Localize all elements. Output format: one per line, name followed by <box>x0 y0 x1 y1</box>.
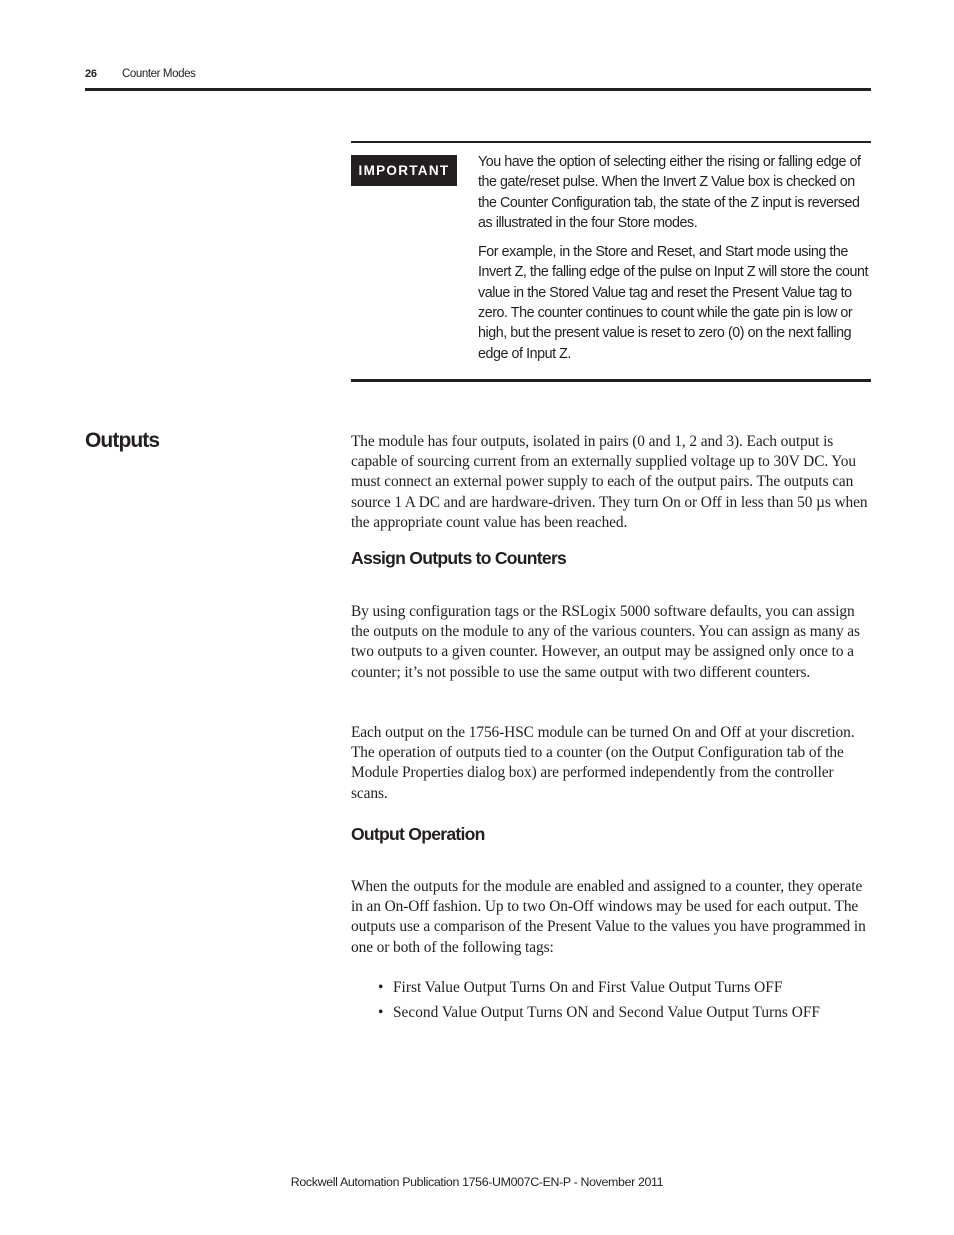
page-number: 26 <box>85 68 97 80</box>
tag-list <box>378 978 878 1028</box>
important-text <box>478 152 873 373</box>
important-paragraph: For example, in the Store and Reset, and Start mode using the Invert Z, the falling edge of the pulse on Input Z will store the count value in the Stored Value tag and reset the Present Value tag to zero. The counter continues to count while the gate pin is low or high, but the present value is reset to zero (0) on the next falling edge of Input Z. <box>478 244 869 362</box>
important-paragraph: You have the option of selecting either the rising or falling edge of the gate/reset pulse. When the Invert Z Value box is checked on the Counter Configuration tab, the state of the Z input is reversed as illustrated in the four Store modes. <box>478 154 861 231</box>
bullet-icon: • <box>378 1004 384 1021</box>
list-item-text: First Value Output Turns On and First Value Output Turns OFF <box>393 979 783 996</box>
assign-paragraph-1: By using configuration tags or the RSLogix 5000 software defaults, you can assign the outputs on the module to any of the various counters. You can assign as many as two outputs to a given counter. However, an output may be assigned only once to a counter; it’s not possible to use the same output with two different counters. <box>351 603 860 681</box>
section-title: Counter Modes <box>122 68 196 80</box>
assign-outputs-heading: Assign Outputs to Counters <box>351 548 567 568</box>
header-rule <box>85 88 871 91</box>
list-item-text: Second Value Output Turns ON and Second Value Output Turns OFF <box>393 1004 820 1021</box>
page-footer: Rockwell Automation Publication 1756-UM007C-EN-P - November 2011 <box>290 1175 664 1189</box>
outputs-intro-paragraph: The module has four outputs, isolated in pairs (0 and 1, 2 and 3). Each output is capable of sourcing current from an externally supplied voltage up to 30V DC. You must connect an external power supply to each of the output pairs. The outputs can source 1 A DC and are hardware-driven. They turn On or Off in less than 50 µs when the appropriate count value has been reached. <box>351 433 868 531</box>
output-operation-heading: Output Operation <box>351 824 485 844</box>
outputs-heading: Outputs <box>85 429 160 452</box>
list-item <box>378 978 878 998</box>
bullet-icon: • <box>378 979 384 996</box>
page-header <box>85 66 871 90</box>
list-item <box>378 1003 878 1023</box>
important-callout <box>351 141 871 382</box>
assign-paragraph-2: Each output on the 1756-HSC module can be turned On and Off at your discretion. The operation of outputs tied to a counter (on the Output Configuration tab of the Module Properties dialog box) are performed independently from the controller scans. <box>351 724 855 802</box>
operation-paragraph: When the outputs for the module are enabled and assigned to a counter, they operate in an On-Off fashion. Up to two On-Off windows may be used for each output. The outputs use a comparison of the Present Value to the values you have programmed in one or both of the following tags: <box>351 878 866 956</box>
important-label: IMPORTANT <box>351 155 457 186</box>
